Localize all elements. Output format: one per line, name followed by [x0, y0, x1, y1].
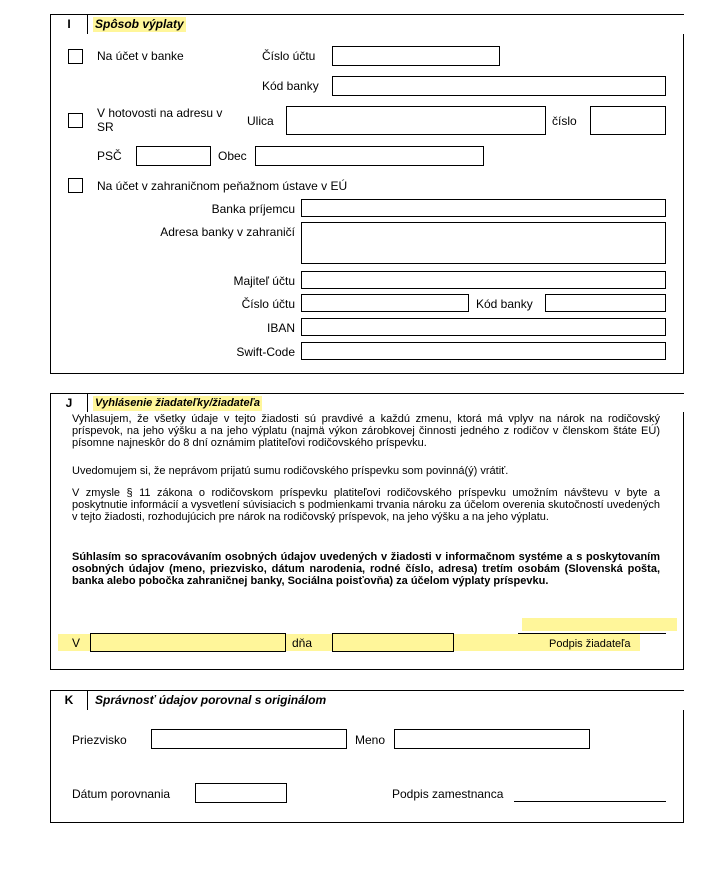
section-j-letter: J — [51, 394, 88, 412]
recipient-bank-field[interactable] — [301, 199, 666, 217]
iban-label: IBAN — [266, 321, 295, 335]
applicant-signature-label: Podpis žiadateľa — [549, 638, 631, 650]
employee-signature-line[interactable] — [514, 801, 666, 802]
bank-code-label: Kód banky — [262, 79, 319, 93]
municipality-label: Obec — [218, 149, 247, 163]
date-label: dňa — [292, 636, 313, 650]
bank-account-checkbox[interactable] — [68, 49, 83, 64]
psc-label: PSČ — [97, 149, 122, 163]
section-i-letter: I — [51, 15, 88, 34]
surname-label: Priezvisko — [72, 733, 127, 747]
section-j-frame — [50, 411, 684, 670]
comparison-date-label: Dátum porovnania — [72, 787, 171, 801]
foreign-account-number-field[interactable] — [301, 294, 469, 312]
account-number-label: Číslo účtu — [262, 49, 316, 63]
swift-label: Swift-Code — [236, 345, 295, 359]
foreign-account-number-label: Číslo účtu — [241, 297, 295, 311]
section-j-tab — [50, 393, 684, 412]
municipality-field[interactable] — [255, 146, 484, 166]
foreign-account-checkbox[interactable] — [68, 178, 83, 193]
foreign-bank-address-field[interactable] — [301, 222, 666, 264]
declaration-paragraph-3: V zmysle § 11 zákona o rodičovskom príspevku platiteľovi rodičovského príspevku umožním návštevu v byte a poskytnutie informácií a vysvetlení súvisiacich s podmienkami trvania nároku za účelom overenia skutočností uvedených v tejto žiadosti, rozhodujúcich pre nárok na rodičovský príspevok, na jeho výšku a na jeho výplatu. — [72, 487, 660, 523]
account-owner-label: Majiteľ účtu — [233, 274, 295, 288]
street-label: Ulica — [247, 114, 274, 128]
section-k-letter: K — [51, 691, 88, 710]
cash-label-line2: SR — [97, 120, 114, 134]
foreign-bank-code-label: Kód banky — [476, 297, 533, 311]
recipient-bank-label: Banka príjemcu — [211, 202, 295, 216]
foreign-bank-code-field[interactable] — [545, 294, 666, 312]
employee-signature-label: Podpis zamestnanca — [392, 787, 504, 801]
bank-account-label: Na účet v banke — [97, 49, 184, 63]
cash-label-line1: V hotovosti na adresu v — [97, 106, 223, 120]
comparison-date-field[interactable] — [195, 783, 287, 803]
section-i-tab — [50, 14, 684, 34]
foreign-account-label: Na účet v zahraničnom peňažnom ústave v EÚ — [97, 179, 348, 193]
place-label: V — [72, 636, 81, 650]
section-k-title: Správnosť údajov porovnal s originálom — [95, 693, 327, 707]
psc-field[interactable] — [136, 146, 211, 166]
swift-field[interactable] — [301, 342, 666, 360]
account-number-field[interactable] — [332, 46, 500, 66]
section-k-frame — [50, 709, 684, 823]
house-number-field[interactable] — [590, 106, 666, 135]
account-owner-field[interactable] — [301, 271, 666, 289]
cash-checkbox[interactable] — [68, 113, 83, 128]
section-i-title: Spôsob výplaty — [95, 17, 184, 31]
iban-field[interactable] — [301, 318, 666, 336]
name-label: Meno — [355, 733, 386, 747]
name-field[interactable] — [394, 729, 590, 749]
bank-code-field[interactable] — [332, 76, 666, 96]
section-k-tab — [50, 690, 684, 710]
surname-field[interactable] — [151, 729, 347, 749]
declaration-paragraph-2: Uvedomujem si, že neprávom prijatú sumu rodičovského príspevku som povinná(ý) vrátiť. — [72, 465, 509, 477]
declaration-paragraph-4: Súhlasím so spracovávaním osobných údajov uvedených v žiadosti v informačnom systéme a s poskytovaním osobných údajov (meno, priezvisko, dátum narodenia, rodné číslo, adresa) tretím osobám (Slovenská pošta, banka alebo pobočka zahraničnej banky, Sociálna poisťovňa) za účelom výplaty príspevku. — [72, 551, 660, 587]
section-j-title: Vyhlásenie žiadateľky/žiadateľa — [95, 397, 261, 409]
street-field[interactable] — [286, 106, 546, 135]
foreign-bank-address-label: Adresa banky v zahraničí — [160, 225, 295, 239]
declaration-paragraph-1: Vyhlasujem, že všetky údaje v tejto žiadosti sú pravdivé a každú zmenu, ktorá má vplyv na nárok na rodičovský príspevok, na jeho výšku a na jeho výplatu (najmä výkon zárobkovej činnosti jedného z rodičov v členskom štáte EÚ) písomne najneskôr do 8 dní oznámim platiteľovi rodičovského príspevku. — [72, 413, 660, 449]
place-field[interactable] — [90, 633, 286, 652]
signature-field[interactable] — [522, 618, 677, 631]
house-number-label: číslo — [552, 114, 577, 128]
date-field[interactable] — [332, 633, 454, 652]
